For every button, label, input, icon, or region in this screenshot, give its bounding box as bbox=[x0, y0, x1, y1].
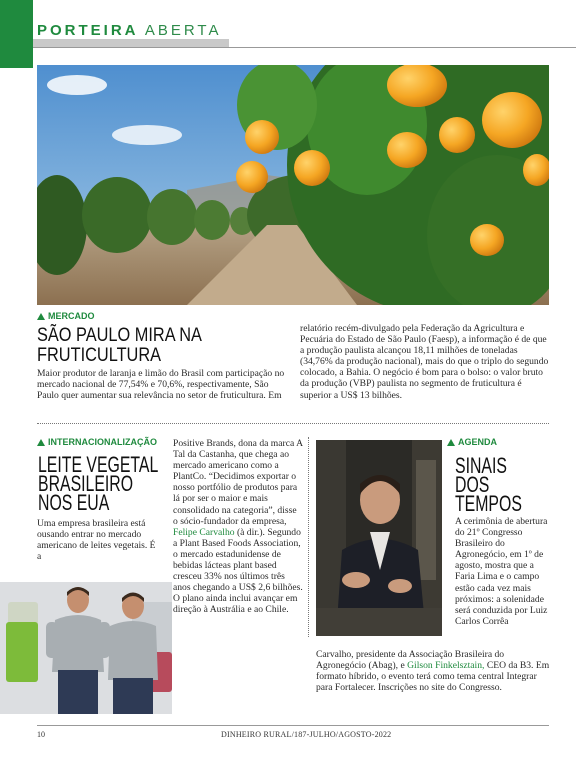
agenda-headline bbox=[455, 453, 522, 516]
header-gray-bar bbox=[33, 39, 229, 47]
internacionalizacao-tag: INTERNACIONALIZAÇÃO bbox=[37, 437, 157, 447]
section-divider bbox=[37, 423, 549, 424]
triangle-icon bbox=[447, 439, 455, 446]
internacionalizacao-headline bbox=[38, 452, 159, 515]
agenda-headline-line2: DOS bbox=[455, 472, 490, 497]
section-color-tab bbox=[0, 0, 33, 68]
agenda-headline-line1: SINAIS bbox=[455, 453, 507, 478]
felipe-carvalho-photo bbox=[0, 582, 172, 714]
section-title bbox=[37, 22, 222, 39]
section-title-light: ABERTA bbox=[144, 22, 222, 39]
felipe-carvalho-name: Felipe Carvalho bbox=[173, 526, 235, 538]
header-rule bbox=[33, 47, 576, 48]
mercado-tag: MERCADO bbox=[37, 311, 95, 321]
internacionalizacao-headline-line1: LEITE VEGETAL bbox=[38, 452, 159, 477]
column-divider bbox=[308, 437, 309, 637]
agenda-body-side: A cerimônia de abertura do 21º Congresso Brasileiro do Agronegócio, em 1º de agosto, mostra que a Faria Lima e o campo estão cada vez mais próximos: a solenidade será conduzida por Luiz Carlos Corrêa bbox=[455, 516, 548, 627]
mercado-headline bbox=[37, 326, 202, 366]
mercado-body-col1: Maior produtor de laranja e limão do Brasil com participação no mercado nacional de 77,54% e 70,6%, respectivamente, São Paulo quer aumentar sua relevância no setor de fruticultura. Em bbox=[37, 368, 285, 402]
two-men-image bbox=[0, 582, 172, 714]
agenda-tag: AGENDA bbox=[447, 437, 497, 447]
executive-photo bbox=[316, 440, 442, 636]
publication-info: DINHEIRO RURAL/187-JULHO/AGOSTO-2022 bbox=[221, 730, 392, 739]
section-title-bold: PORTEIRA bbox=[37, 22, 139, 39]
internacionalizacao-body-col2: Positive Brands, dona da marca A Tal da Castanha, que chega ao mercado americano como a PlantCo. “Decidimos exportar o nosso portfólio de produtos para lá por ser o maior e mais consolidado na categoria”, disse o sócio-fundador da empresa, Felipe Carvalho (à dir.). Segundo a Plant Based Foods Association, o mercado estadunidense de bebidas lácteas plant based cresceu 33% nos últimos três anos chegando a US$ 2,6 bilhões. O plano ainda inclui avançar em direção à Austrália e ao Chile. bbox=[173, 438, 303, 616]
triangle-icon bbox=[37, 313, 45, 320]
orange-orchard-image bbox=[37, 65, 549, 305]
internacionalizacao-headline-line3: NOS EUA bbox=[38, 490, 110, 515]
internacionalizacao-headline-line2: BRASILEIRO bbox=[38, 471, 134, 496]
internacionalizacao-body-col1: Uma empresa brasileira está ousando entrar no mercado americano de leites vegetais. É a bbox=[37, 518, 156, 563]
agenda-body-full: Carvalho, presidente da Associação Brasileira do Agronegócio (Abag), e Gilson Finkelsztain, CEO da B3. Em formato híbrido, o evento terá como tema central Integrar para Fortalecer. Inscrições no site do Congresso. bbox=[316, 649, 550, 694]
mercado-headline-line1: SÃO PAULO MIRA NA bbox=[37, 325, 202, 346]
mercado-headline-line2: FRUTICULTURA bbox=[37, 345, 162, 366]
executive-image bbox=[316, 440, 442, 636]
orange-orchard-photo bbox=[37, 65, 549, 305]
page-number: 10 bbox=[37, 730, 45, 739]
triangle-icon bbox=[37, 439, 45, 446]
footer-rule bbox=[37, 725, 549, 726]
mercado-body-col2: relatório recém-divulgado pela Federação da Agricultura e Pecuária do Estado de São Paulo (Faesp), a informação é de que a produção paulista alcançou 18,11 milhões de toneladas (34,76% da produção nacional), mais do que o triplo do segundo colocado, a Bahia. O negócio é bom para o bolso: o valor bruto da produção (VBP) paulista no segmento de fruticultura é superior a US$ 13 bilhões. bbox=[300, 323, 549, 401]
gilson-finkelsztain-name: Gilson Finkelsztain, bbox=[407, 660, 485, 672]
agenda-headline-line3: TEMPOS bbox=[455, 491, 522, 516]
